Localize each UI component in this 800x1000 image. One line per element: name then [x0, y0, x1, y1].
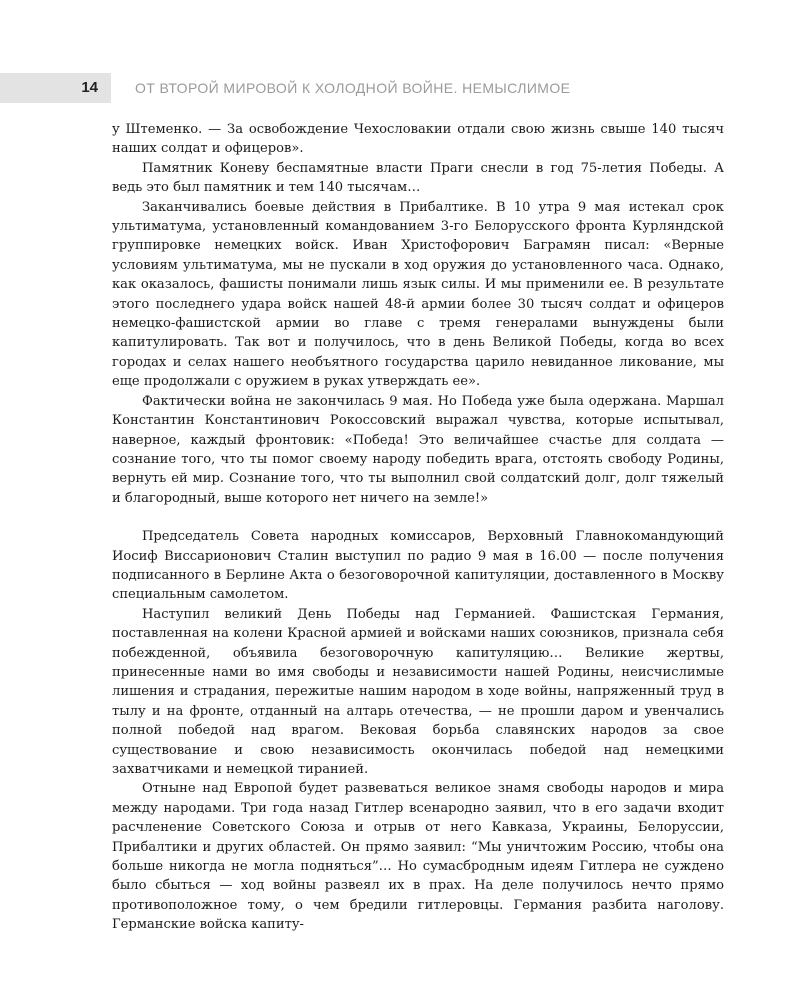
paragraph-7: Отныне над Европой будет развеваться великое знамя свободы народов и мира между народами. Три года назад Гитлер всенародно заявил, что в его задачи входит расчленение Советского Союза и отрыв от него Кавказа, Украины, Белоруссии, Прибалтики и других областей. Он прямо заявил: “Мы уничтожим Россию, чтобы она больше никогда не могла подняться”… Но сумасбродным идеям Гитлера не суждено было сбыться — ход войны развеял их в прах. На деле получилось нечто прямо противоположное тому, о чем бредили гитлеровцы. Германия разбита наголову. Германские войска капиту-	[112, 781, 724, 933]
body-text	[112, 120, 724, 935]
paragraph-4: Фактически война не закончилась 9 мая. Но Победа уже была одержана. Маршал Константин Константинович Рокоссовский выражал чувства, которые испытывал, наверное, каждый фронтовик: «Победа! Это величайшее счастье для солдата — сознание того, что ты помог своему народу победить врага, отстоять свободу Родины, вернуть ей мир. Сознание того, что ты выполнил свой солдатский долг, долг тяжелый и благородный, выше которого нет ничего на земле!»	[112, 393, 724, 506]
paragraph-1: у Штеменко. — За освобождение Чехословакии отдали свою жизнь свыше 140 тысяч наших солдат и офицеров».	[112, 122, 724, 157]
paragraph-6: Наступил великий День Победы над Германией. Фашистская Германия, поставленная на колени Красной армией и войсками наших союзников, признала себя побежденной, объявила безоговорочную капитуляцию… Великие жертвы, принесенные нами во имя свободы и независимости нашей Родины, неисчислимые лишения и страдания, пережитые нашим народом в ходе войны, напряженный труд в тылу и на фронте, отданный на алтарь отечества, — не прошли даром и увенчались полной победой над врагом. Вековая борьба славянских народов за свое существование и свою независимость окончилась победой над немецкими захватчиками и немецкой тиранией.	[112, 606, 724, 777]
paragraph-2: Памятник Коневу беспамятные власти Праги снесли в год 75-летия Победы. А ведь это был памятник и тем 140 тысячам…	[112, 160, 724, 196]
page-number: 14	[81, 79, 98, 96]
page-number-box	[0, 73, 111, 103]
paragraph-5: Председатель Совета народных комиссаров, Верховный Главнокомандующий Иосиф Виссарионович Сталин выступил по радио 9 мая в 16.00 — после получения подписанного в Берлине Акта о безоговорочной капитуляции, доставленного в Москву специальным самолетом.	[112, 529, 724, 603]
paragraph-3: Заканчивались боевые действия в Прибалтике. В 10 утра 9 мая истекал срок ультиматума, установленный командованием 3-го Белорусского фронта Курляндской группировке немецких войск. Иван Христофорович Баграмян писал: «Верные условиям ультиматума, мы не пускали в ход оружия до установленного часа. Однако, как оказалось, фашисты понимали лишь язык силы. И мы применили ее. В результате этого последнего удара войск нашей 48-й армии более 30 тысяч солдат и офицеров немецко-фашистской армии во главе с тремя генералами вынуждены были капитулировать. Так вот и получилось, что в день Великой Победы, когда во всех городах и селах нашего необъятного государства царило невиданное ликование, мы еще продолжали с оружием в руках утверждать ее».	[112, 199, 724, 390]
running-header	[0, 73, 800, 103]
running-title: ОТ ВТОРОЙ МИРОВОЙ К ХОЛОДНОЙ ВОЙНЕ. НЕМЫСЛИМОЕ	[135, 80, 571, 96]
